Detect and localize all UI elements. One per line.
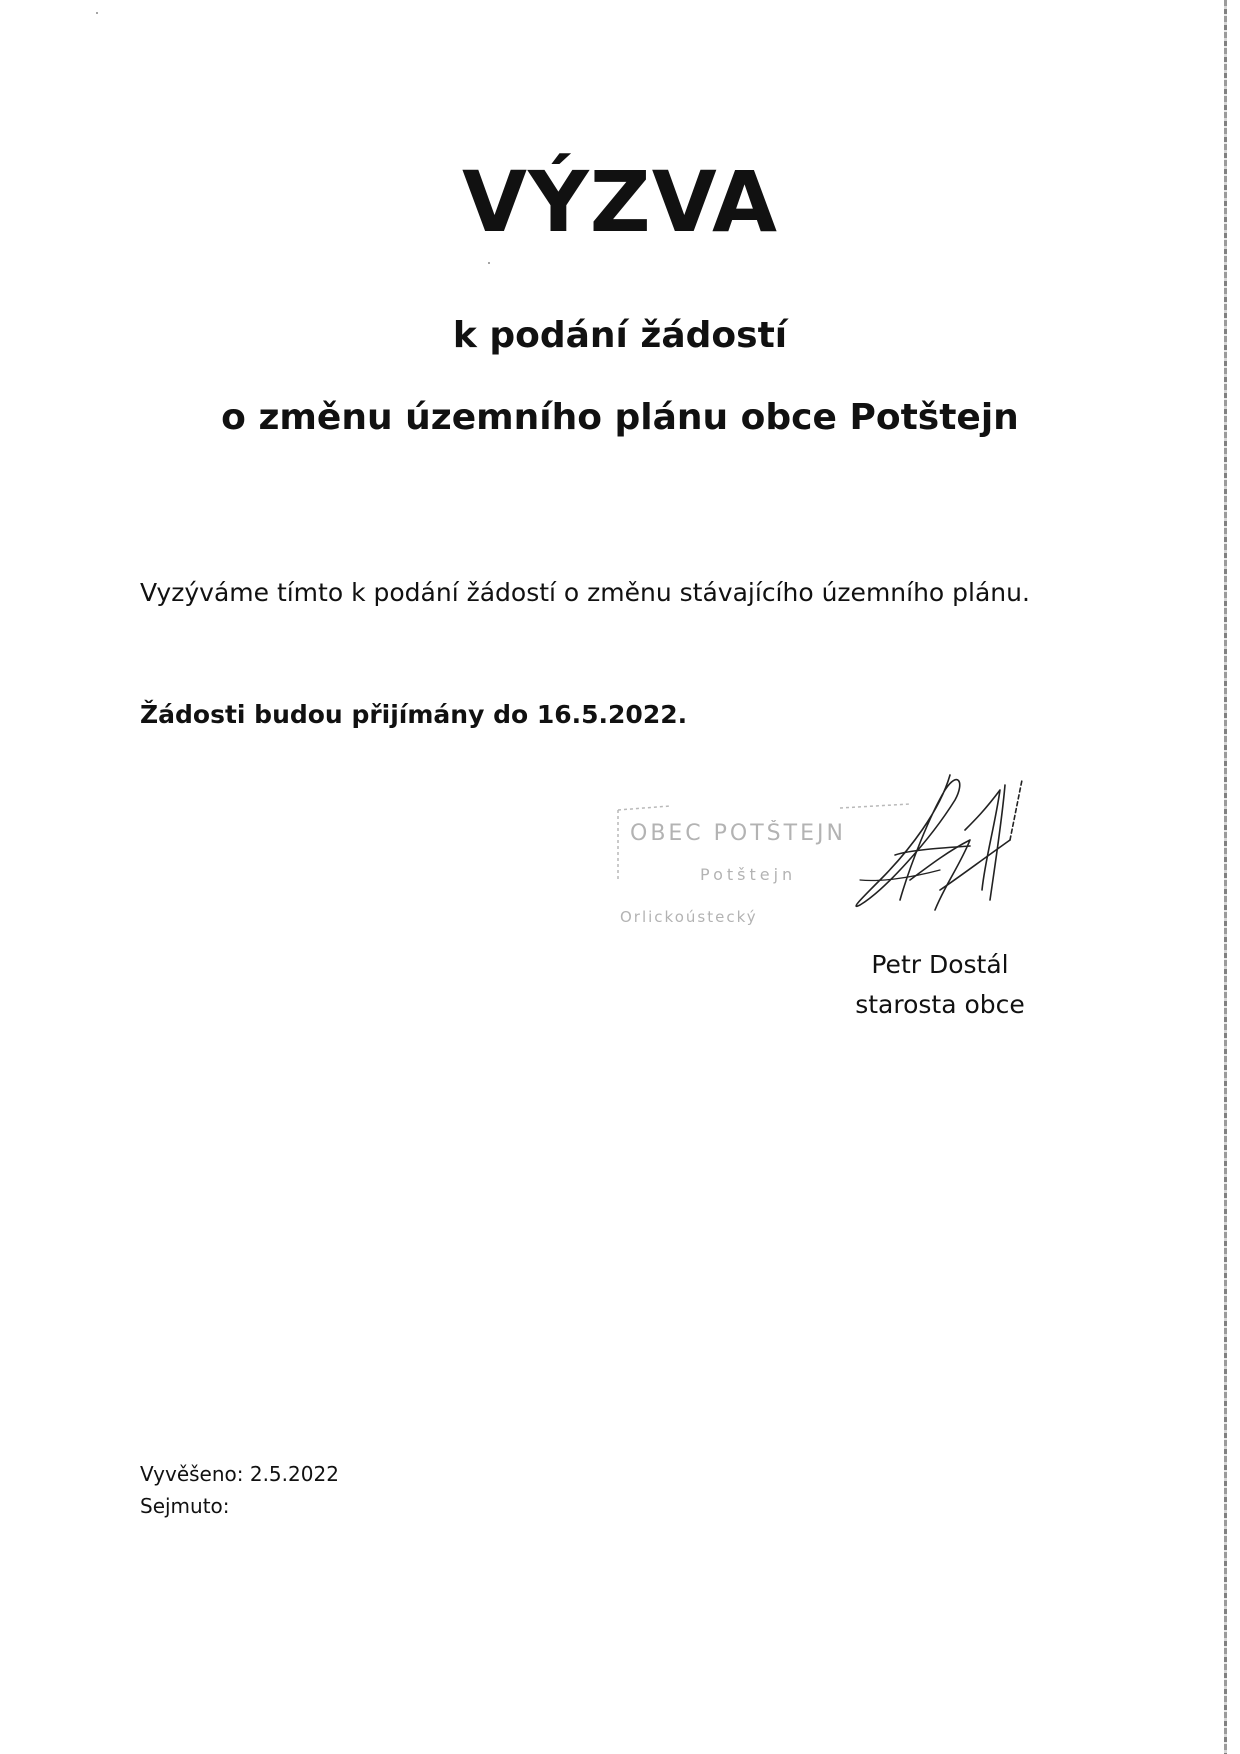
document-subtitle-line-2: o změnu územního plánu obce Potštejn: [221, 397, 1019, 438]
posted-date: Vyvěšeno: 2.5.2022: [140, 1462, 339, 1486]
posting-info: [140, 1458, 339, 1522]
signer-block: [820, 945, 1060, 1025]
scan-speck: [488, 262, 490, 264]
signer-role: starosta obce: [855, 990, 1025, 1019]
stamp-text-line-2: Potštejn: [700, 865, 797, 884]
stamp-text-line-1: OBEC POTŠTEJN: [630, 821, 846, 846]
removed-date: Sejmuto:: [140, 1494, 230, 1518]
scan-speck: [96, 12, 98, 14]
scan-edge-artifact: [1224, 0, 1227, 1754]
signature: [856, 775, 1022, 910]
document-subtitle-line-1: k podání žádostí: [452, 315, 788, 356]
stamp-and-signature: [610, 770, 1070, 940]
stamp-text: [620, 820, 846, 926]
signer-name: Petr Dostál: [871, 950, 1009, 979]
document-title: VÝZVA: [461, 153, 779, 251]
deadline-notice: Žádosti budou přijímány do 16.5.2022.: [140, 700, 688, 729]
body-paragraph: Vyzýváme tímto k podání žádostí o změnu stávajícího územního plánu.: [140, 578, 1030, 607]
stamp-text-line-3: Orlickoústecký: [620, 908, 758, 926]
